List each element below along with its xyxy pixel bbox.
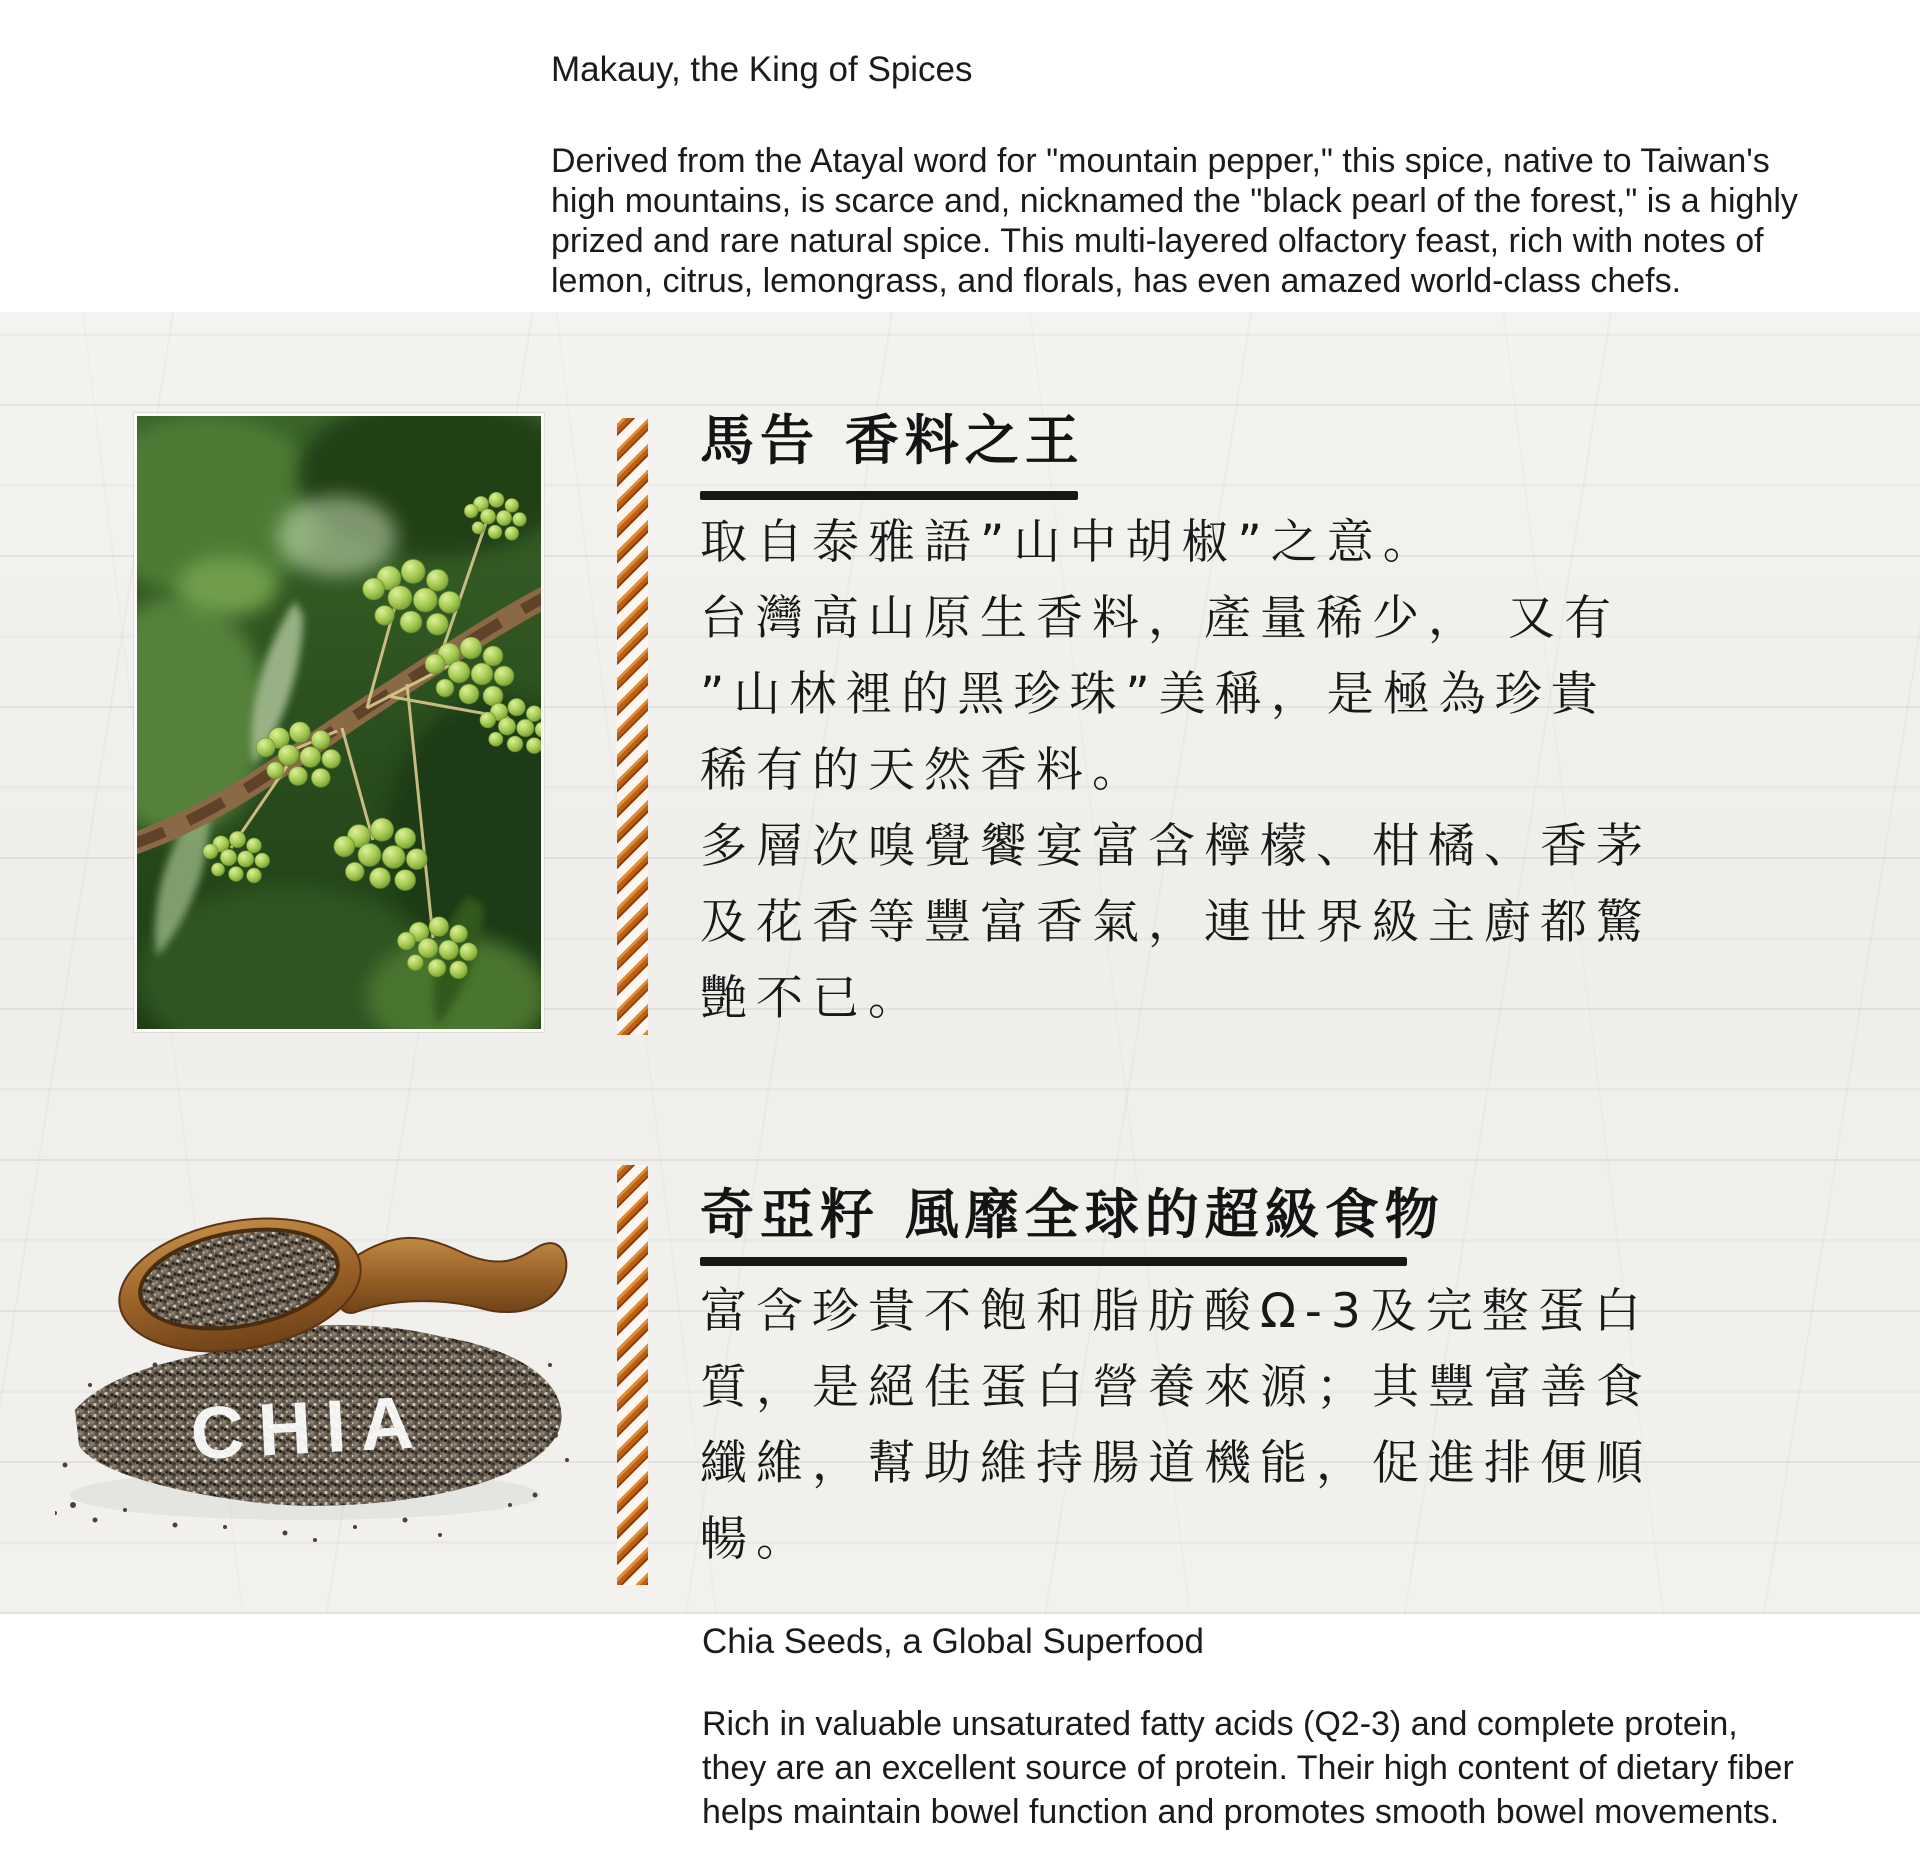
text-line: lemon, citrus, lemongrass, and florals, has even amazed world-class chefs.	[551, 262, 1682, 300]
text-line: 台灣高山原生香料，產量稀少， 又有	[700, 591, 1620, 646]
chia-english-paragraph	[702, 1702, 1794, 1834]
text-line: 暢。	[700, 1512, 812, 1567]
chia-seeds-spoon-photo	[55, 1205, 575, 1600]
makauy-english-paragraph	[551, 141, 1798, 301]
chia-chinese-heading: 奇亞籽 風靡全球的超級食物	[700, 1183, 1445, 1246]
text-line: prized and rare natural spice. This multi-layered olfactory feast, rich with notes of	[551, 222, 1764, 260]
accent-stripe-divider	[617, 1165, 648, 1585]
accent-stripe-divider	[617, 418, 648, 1035]
text-line: helps maintain bowel function and promotes smooth bowel movements.	[702, 1793, 1780, 1831]
makauy-english-title: Makauy, the King of Spices	[551, 50, 973, 89]
text-line: Derived from the Atayal word for "mountain pepper," this spice, native to Taiwan's	[551, 142, 1770, 180]
text-line: 艷不已。	[700, 971, 924, 1026]
chia-chinese-paragraph	[700, 1274, 1652, 1578]
text-line: 多層次嗅覺饗宴富含檸檬、柑橘、香茅	[700, 819, 1652, 874]
top-english-section	[0, 0, 1920, 312]
bottom-english-section	[0, 1614, 1920, 1874]
text-line: 取自泰雅語”山中胡椒”之意。	[700, 515, 1439, 570]
chia-seed-art-text: CHIA	[188, 1379, 430, 1476]
makauy-chinese-paragraph	[700, 505, 1652, 1037]
text-line: 質，是絕佳蛋白營養來源；其豐富善食	[700, 1360, 1652, 1415]
heading-underline	[700, 491, 1078, 500]
text-line: ”山林裡的黑珍珠”美稱，是極為珍貴	[700, 667, 1607, 722]
text-line: 富含珍貴不飽和脂肪酸Ω-3及完整蛋白	[700, 1284, 1650, 1339]
text-line: high mountains, is scarce and, nicknamed the "black pearl of the forest," is a highly	[551, 182, 1798, 220]
text-line: they are an excellent source of protein. Their high content of dietary fiber	[702, 1749, 1794, 1787]
text-line: 稀有的天然香料。	[700, 743, 1148, 798]
heading-underline	[700, 1257, 1407, 1266]
chia-english-title: Chia Seeds, a Global Superfood	[702, 1622, 1204, 1661]
makauy-berries-photo	[134, 413, 544, 1032]
text-line: 及花香等豐富香氣，連世界級主廚都驚	[700, 895, 1652, 950]
text-line: Rich in valuable unsaturated fatty acids (Q2-3) and complete protein,	[702, 1705, 1738, 1743]
makauy-chinese-heading: 馬告 香料之王	[700, 409, 1085, 472]
text-line: 纖維，幫助維持腸道機能，促進排便順	[700, 1436, 1652, 1491]
